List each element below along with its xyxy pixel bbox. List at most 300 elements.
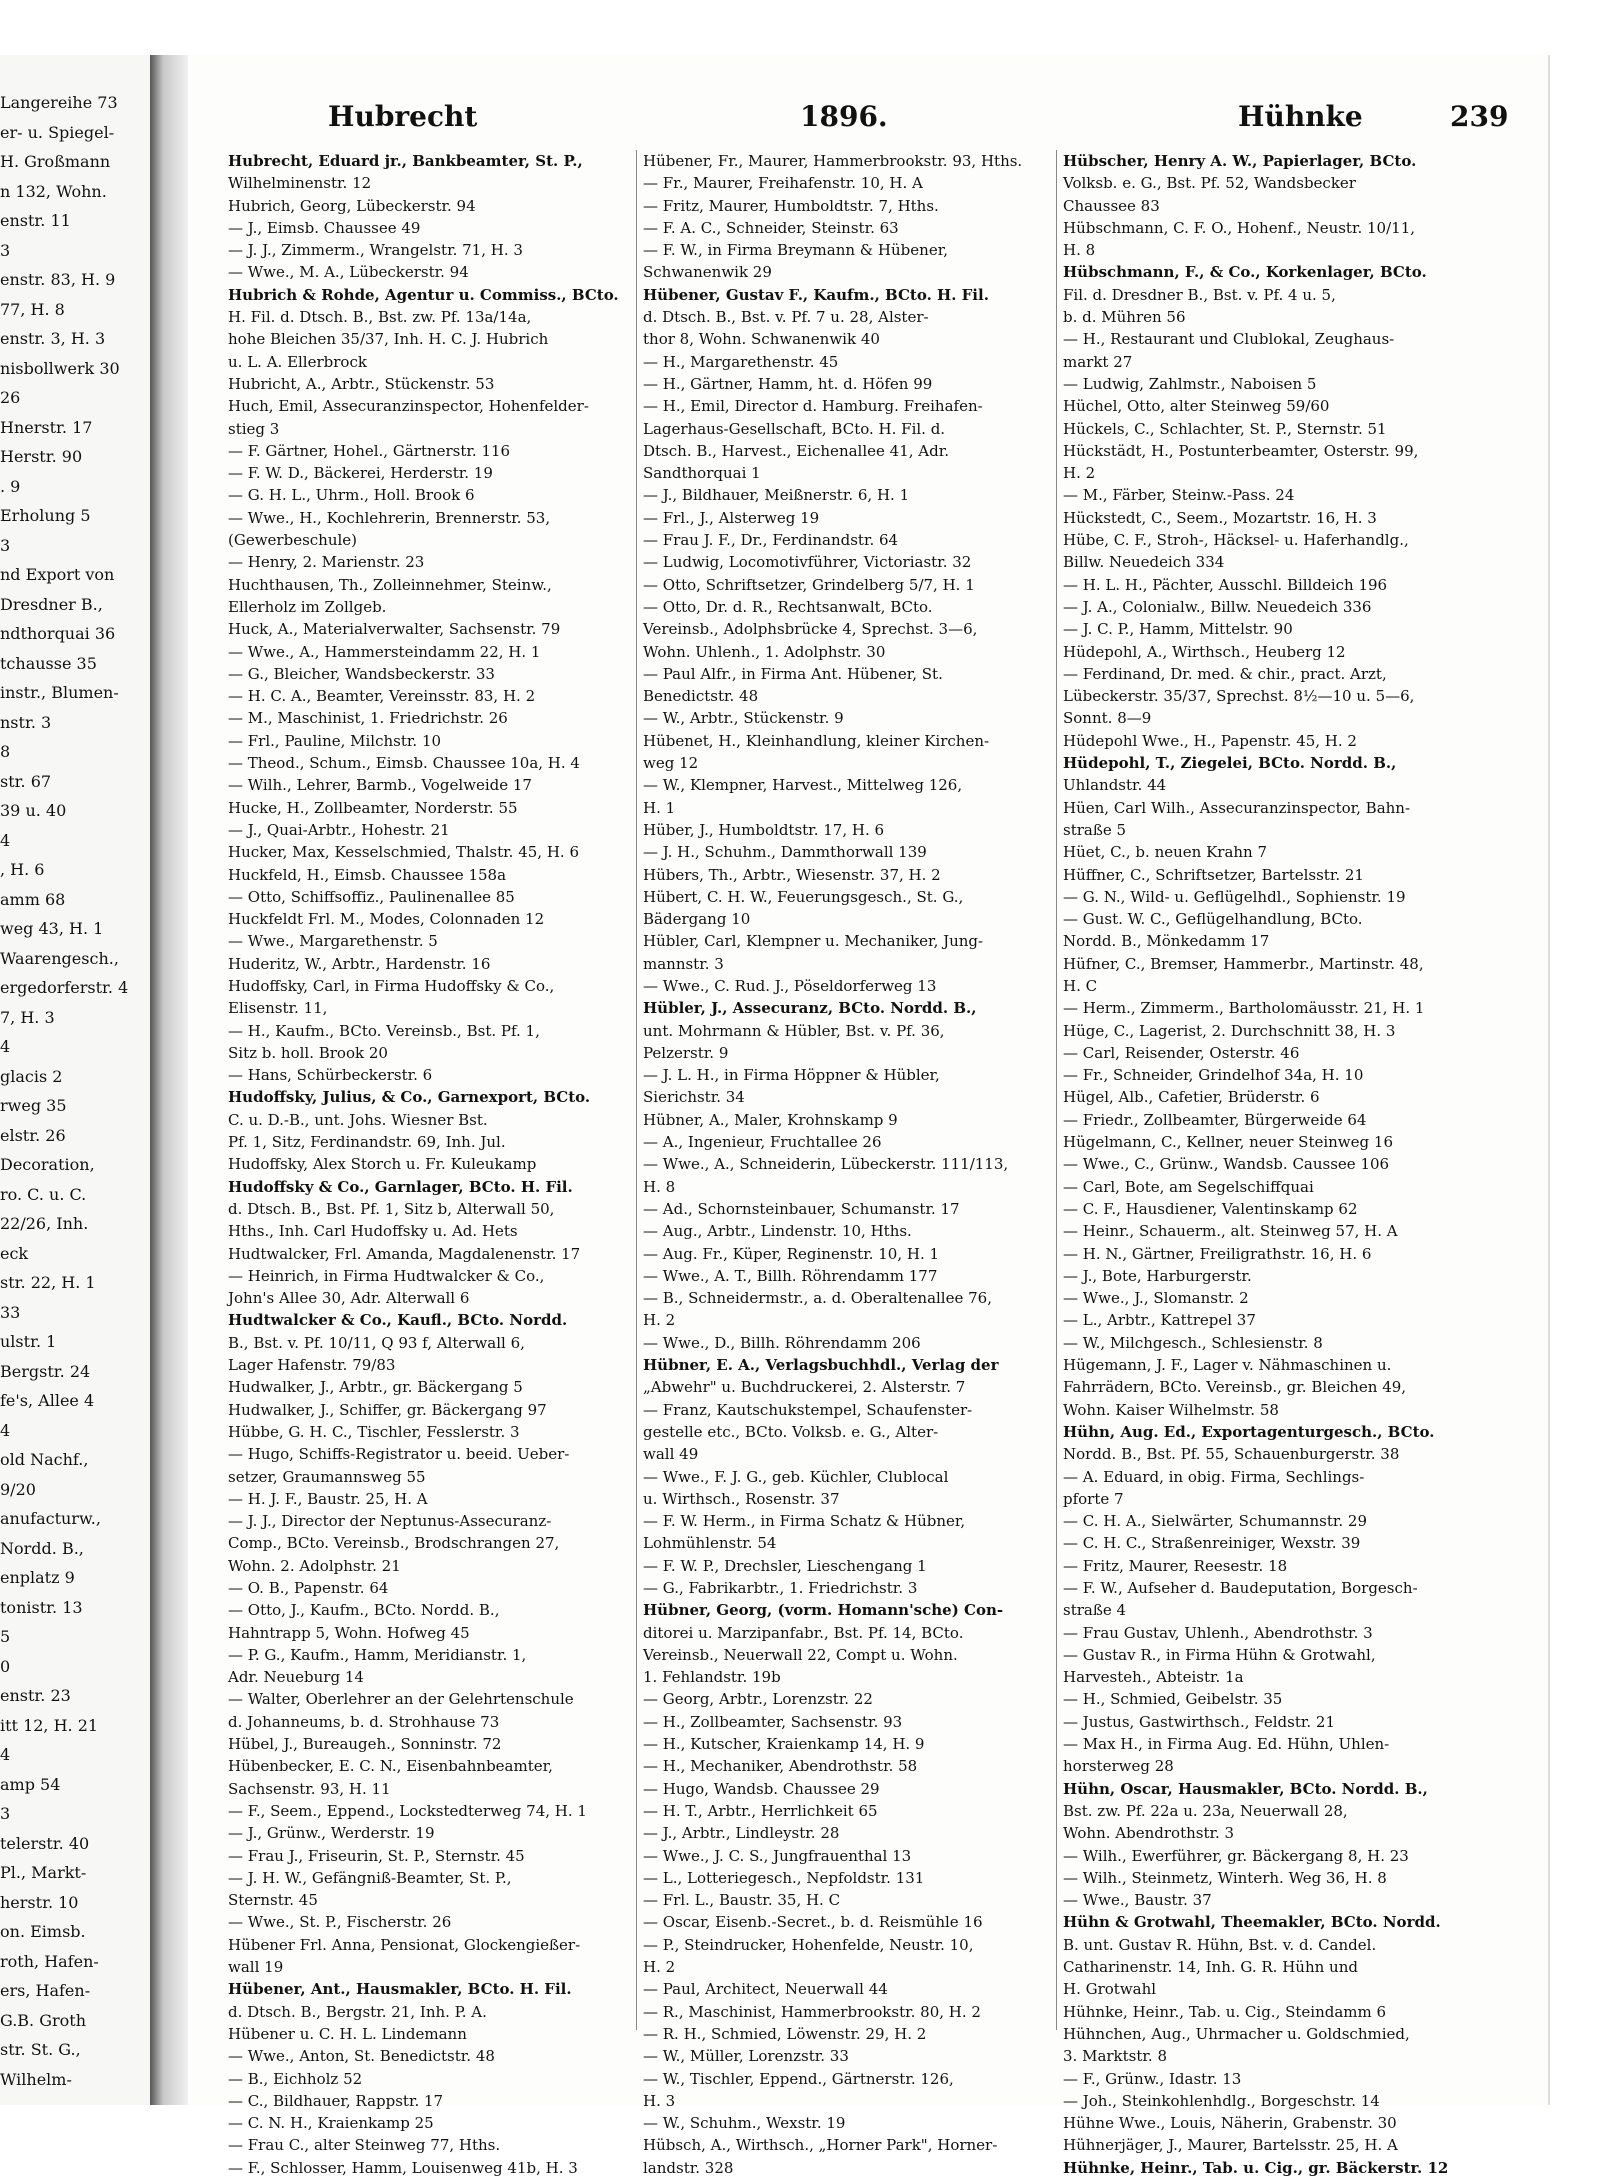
entries-column-2 [643, 150, 1043, 2177]
entry-line: — Hugo, Wandsb. Chaussee 29 [643, 1779, 880, 1798]
entry-line: C. u. D.-B., unt. Johs. Wiesner Bst. [228, 1110, 488, 1129]
entry-line: Pf. 1, Sitz, Ferdinandstr. 69, Inh. Jul. [228, 1133, 506, 1152]
entry-line: Huckfeldt Frl. M., Modes, Colonnaden 12 [228, 910, 545, 929]
entry-line: — Justus, Gastwirthsch., Feldstr. 21 [1063, 1712, 1336, 1731]
entry-line: — Wilh., Ewerführer, gr. Bäckergang 8, H. 23 [1063, 1846, 1409, 1865]
entry-line: — J., Quai-Arbtr., Hohestr. 21 [228, 820, 450, 839]
entry-line: — Theod., Schum., Eimsb. Chaussee 10a, H. 4 [228, 754, 580, 773]
left-page-line: enstr. 23 [0, 1686, 71, 1705]
left-page-line: str. 67 [0, 771, 52, 791]
left-page-line: amm 68 [0, 889, 66, 909]
left-page-line: 3 [0, 240, 11, 260]
entry-line: — Carl, Reisender, Osterstr. 46 [1063, 1043, 1300, 1062]
entry-line: Hüfner, C., Bremser, Hammerbr., Martinstr. 48, [1063, 954, 1424, 973]
left-page-line: Hnerstr. 17 [0, 417, 93, 437]
entry-line: — Otto, Dr. d. R., Rechtsanwalt, BCto. [643, 597, 933, 616]
entry-line: — Wwe., A., Schneiderin, Lübeckerstr. 111/113, [643, 1155, 1009, 1174]
entry-line: Hüge, C., Lagerist, 2. Durchschnitt 38, H. 3 [1063, 1021, 1396, 1040]
entry-line: Hückstädt, H., Postunterbeamter, Osterstr. 99, [1063, 441, 1419, 460]
entry-line: — Heinrich, in Firma Hudtwalcker & Co., [228, 1266, 545, 1285]
entry-line: Hüdepohl, A., Wirthsch., Heuberg 12 [1063, 642, 1346, 661]
entry-line: Sitz b. holl. Brook 20 [228, 1043, 388, 1062]
entry-line: — Wwe., C. Rud. J., Pöseldorferweg 13 [643, 976, 937, 995]
entry-line: — Wwe., Margarethenstr. 5 [228, 932, 438, 951]
entry-line: — Gustav R., in Firma Hühn & Grotwahl, [1063, 1645, 1376, 1664]
entry-line: — Gust. W. C., Geflügelhandlung, BCto. [1063, 910, 1363, 929]
entry-line: — H., Kutscher, Kraienkamp 14, H. 9 [643, 1735, 925, 1754]
entry-line: — W., Tischler, Eppend., Gärtnerstr. 126, [643, 2069, 954, 2088]
left-page-line: elstr. 26 [0, 1125, 66, 1145]
entry-line: Hubricht, A., Arbtr., Stückenstr. 53 [228, 374, 495, 393]
entry-line: Lager Hafenstr. 79/83 [228, 1356, 396, 1375]
entry-line: — F., Schlosser, Hamm, Louisenweg 41b, H. 3 [228, 2158, 578, 2177]
entry-line: — C. H. A., Sielwärter, Schumannstr. 29 [1063, 1512, 1368, 1531]
firm-entry-line: Hudtwalcker & Co., Kaufl., BCto. Nordd. [228, 1311, 568, 1330]
entry-line: — J. C. P., Hamm, Mittelstr. 90 [1063, 620, 1293, 639]
left-page-line: er- u. Spiegel- [0, 122, 115, 142]
entry-line: H. Grotwahl [1063, 1980, 1157, 1999]
entry-line: — M., Färber, Steinw.-Pass. 24 [1063, 486, 1295, 505]
entry-line: — J. H., Schuhm., Dammthorwall 139 [643, 843, 927, 862]
entry-line: Nordd. B., Bst. Pf. 55, Schauenburgerstr. 38 [1063, 1445, 1400, 1464]
entry-line: — R. H., Schmied, Löwenstr. 29, H. 2 [643, 2024, 927, 2043]
firm-entry-line: Hubrecht, Eduard jr., Bankbeamter, St. P., [228, 152, 583, 170]
entry-line: Hübner, A., Maler, Krohnskamp 9 [643, 1110, 898, 1129]
entry-line: — Wwe., Baustr. 37 [1063, 1891, 1212, 1910]
entry-line: Volksb. e. G., Bst. Pf. 52, Wandsbecker [1063, 174, 1356, 193]
left-page-line: ergedorferstr. 4 [0, 978, 129, 997]
entry-line: — J. A., Colonialw., Billw. Neuedeich 336 [1063, 597, 1372, 616]
entry-line: 3. Marktstr. 8 [1063, 2047, 1167, 2066]
entry-line: H. 3 [643, 2091, 676, 2110]
left-page-line: nd Export von [0, 565, 115, 584]
left-page-line: old Nachf., [0, 1450, 89, 1469]
entry-line: Elisenstr. 11, [228, 999, 328, 1018]
entry-line: Huck, A., Materialverwalter, Sachsenstr. 79 [228, 620, 561, 639]
entry-line: — A., Ingenieur, Fruchtallee 26 [643, 1133, 882, 1152]
entry-line: Lohmühlenstr. 54 [643, 1534, 777, 1553]
left-page-line: Herstr. 90 [0, 447, 83, 466]
left-page-line: on. Eimsb. [0, 1922, 86, 1941]
left-page-line: 33 [0, 1302, 21, 1322]
entry-line: — W., Arbtr., Stückenstr. 9 [643, 709, 844, 728]
entry-line: hohe Bleichen 35/37, Inh. H. C. J. Hubrich [228, 330, 549, 349]
entry-line: Wohn. 2. Adolphstr. 21 [228, 1556, 401, 1575]
left-page-line: ro. C. u. C. [0, 1184, 87, 1204]
left-page-line: 3 [0, 1804, 11, 1823]
entry-line: — Wwe., A. T., Billh. Röhrendamm 177 [643, 1266, 938, 1285]
left-page-fragment [0, 55, 153, 2105]
entry-line: H. 2 [1063, 464, 1096, 483]
entry-line: — F. W., Aufseher d. Baudeputation, Borgesch- [1063, 1579, 1418, 1597]
firm-entry-line: Hüdepohl, T., Ziegelei, BCto. Nordd. B., [1063, 754, 1397, 773]
entry-line: — B., Schneidermstr., a. d. Oberaltenallee 76, [643, 1289, 992, 1308]
left-page-line: roth, Hafen- [0, 1951, 99, 1971]
left-page-line: 39 u. 40 [0, 801, 67, 820]
firm-entry-line: Hübener, Ant., Hausmakler, BCto. H. Fil. [228, 1980, 572, 1999]
entry-line: — Otto, Schiffsoffiz., Paulinenallee 85 [228, 887, 515, 906]
entry-line: Sternstr. 45 [228, 1891, 318, 1910]
entry-line: pforte 7 [1063, 1489, 1124, 1508]
left-page-line: , H. 6 [0, 860, 45, 879]
entry-line: (Gewerbeschule) [228, 531, 358, 550]
entry-line: — R., Maschinist, Hammerbrookstr. 80, H. 2 [643, 2002, 981, 2021]
entry-line: Schwanenwik 29 [643, 263, 772, 282]
firm-entry-line: Hübner, E. A., Verlagsbuchhdl., Verlag der [643, 1356, 999, 1375]
entry-line: — Wwe., A., Hammersteindamm 22, H. 1 [228, 642, 541, 661]
left-page-line: Waarengesch., [0, 948, 119, 968]
entry-line: Hügelmann, C., Kellner, neuer Steinweg 16 [1063, 1133, 1393, 1152]
entry-line: — P. G., Kaufm., Hamm, Meridianstr. 1, [228, 1645, 527, 1664]
firm-entry-line: Hühnke, Heinr., Tab. u. Cig., gr. Bäckerstr. 12 [1063, 2158, 1449, 2177]
left-page-line: 4 [0, 1745, 11, 1764]
entry-line: — Paul, Architect, Neuerwall 44 [643, 1980, 888, 1999]
entry-line: Hüet, C., b. neuen Krahn 7 [1063, 843, 1268, 862]
entry-line: — H., Kaufm., BCto. Vereinsb., Bst. Pf. 1, [228, 1021, 540, 1040]
entry-line: Sonnt. 8—9 [1063, 709, 1152, 728]
left-page-line: weg 43, H. 1 [0, 919, 104, 938]
entry-line: Harvesteh., Abteistr. 1a [1063, 1668, 1244, 1687]
entry-line: — Otto, J., Kaufm., BCto. Nordd. B., [228, 1601, 500, 1620]
entry-line: Hückstedt, C., Seem., Mozartstr. 16, H. 3 [1063, 508, 1377, 527]
entry-line: — Fritz, Maurer, Humboldtstr. 7, Hths. [643, 196, 939, 215]
entry-line: Lübeckerstr. 35/37, Sprechst. 8½—10 u. 5—6, [1063, 687, 1415, 706]
entry-line: — Wwe., J. C. S., Jungfrauenthal 13 [643, 1846, 912, 1865]
left-page-line: ers, Hafen- [0, 1981, 91, 2000]
firm-entry-line: Hühn, Aug. Ed., Exportagenturgesch., BCto. [1063, 1422, 1435, 1441]
entry-line: Catharinenstr. 14, Inh. G. R. Hühn und [1063, 1958, 1358, 1977]
entry-line: — J., Arbtr., Lindleystr. 28 [643, 1824, 840, 1843]
entry-line: b. d. Mühren 56 [1063, 308, 1186, 327]
left-page-line: Erholung 5 [0, 506, 91, 525]
left-page-line: 8 [0, 742, 11, 761]
entry-line: d. Dtsch. B., Bergstr. 21, Inh. P. A. [228, 2002, 487, 2021]
entry-line: Nordd. B., Mönkedamm 17 [1063, 932, 1270, 951]
entry-line: Billw. Neuedeich 334 [1063, 553, 1225, 572]
entry-line: Wohn. Uhlenh., 1. Adolphstr. 30 [643, 642, 886, 661]
entry-line: „Abwehr" u. Buchdruckerei, 2. Alsterstr. 7 [643, 1378, 966, 1397]
entry-line: — Joh., Steinkohlenhdlg., Borgeschstr. 14 [1063, 2091, 1380, 2110]
entry-line: Hudoffsky, Carl, in Firma Hudoffsky & Co., [228, 976, 555, 995]
firm-entry-line: Hübner, Georg, (vorm. Homann'sche) Con- [643, 1601, 1004, 1620]
entry-line: H. 2 [643, 1958, 676, 1977]
left-page-line: Dresdner B., [0, 594, 103, 614]
entry-line: — W., Müller, Lorenzstr. 33 [643, 2047, 849, 2066]
left-page-line: Pl., Markt- [0, 1863, 87, 1882]
entry-line: — Otto, Schriftsetzer, Grindelberg 5/7, H. 1 [643, 575, 975, 594]
entry-line: Hübert, C. H. W., Feuerungsgesch., St. G., [643, 887, 964, 906]
entry-line: stieg 3 [228, 419, 280, 438]
entry-line: Hüdepohl Wwe., H., Papenstr. 45, H. 2 [1063, 731, 1357, 750]
entry-line: — Oscar, Eisenb.-Secret., b. d. Reismühle 16 [643, 1913, 983, 1932]
entry-line: Sierichstr. 34 [643, 1088, 745, 1107]
entry-line: horsterweg 28 [1063, 1757, 1174, 1776]
entry-line: gestelle etc., BCto. Volksb. e. G., Alter- [643, 1422, 939, 1441]
entry-line: Hübe, C. F., Stroh-, Häcksel- u. Haferhandlg., [1063, 531, 1409, 550]
entry-line: d. Johanneums, b. d. Strohhause 73 [228, 1712, 500, 1731]
left-page-line: 4 [0, 1420, 11, 1440]
entry-line: — H., Margarethenstr. 45 [643, 352, 839, 371]
entry-line: Bst. zw. Pf. 22a u. 23a, Neuerwall 28, [1063, 1801, 1348, 1820]
left-page-line: 5 [0, 1627, 11, 1646]
entry-line: — Frl. L., Baustr. 35, H. C [643, 1891, 841, 1910]
column-divider [636, 150, 637, 2030]
firm-entry-line: Hübschmann, F., & Co., Korkenlager, BCto. [1063, 263, 1427, 282]
entry-line: Huderitz, W., Arbtr., Hardenstr. 16 [228, 954, 491, 973]
entry-line: setzer, Graumannsweg 55 [228, 1467, 426, 1486]
firm-entry-line: Hübener, Gustav F., Kaufm., BCto. H. Fil. [643, 285, 989, 304]
entry-line: d. Dtsch. B., Bst. Pf. 1, Sitz b, Alterwall 50, [228, 1199, 555, 1218]
entry-line: Fil. d. Dresdner B., Bst. v. Pf. 4 u. 5, [1063, 285, 1336, 304]
entry-line: — Heinr., Schauerm., alt. Steinweg 57, H. A [1063, 1222, 1398, 1241]
entry-line: — Henry, 2. Marienstr. 23 [228, 553, 425, 572]
left-page-line: 7, H. 3 [0, 1007, 55, 1027]
entry-line: — Hans, Schürbeckerstr. 6 [228, 1066, 433, 1085]
entry-line: — Aug. Fr., Küper, Reginenstr. 10, H. 1 [643, 1244, 940, 1263]
entries-column-1 [228, 150, 628, 2177]
entry-line: Bädergang 10 [643, 910, 751, 929]
entry-line: Hübers, Th., Arbtr., Wiesenstr. 37, H. 2 [643, 865, 941, 884]
left-page-line: str. St. G., [0, 2040, 81, 2059]
entry-line: — Fr., Maurer, Freihafenstr. 10, H. A [643, 174, 923, 193]
entry-line: H. 8 [643, 1177, 676, 1196]
entry-line: — Wwe., Anton, St. Benedictstr. 48 [228, 2047, 495, 2066]
entry-line: — H., Mechaniker, Abendrothstr. 58 [643, 1757, 918, 1776]
entry-line: Hahntrapp 5, Wohn. Hofweg 45 [228, 1623, 470, 1642]
entry-line: — F. W., in Firma Breymann & Hübener, [643, 241, 948, 260]
entry-line: wall 19 [228, 1958, 284, 1977]
entry-line: Wohn. Kaiser Wilhelmstr. 58 [1063, 1400, 1279, 1419]
entry-line: B. unt. Gustav R. Hühn, Bst. v. d. Candel. [1063, 1935, 1377, 1954]
left-page-line: 4 [0, 830, 11, 850]
entry-line: — F. W. Herm., in Firma Schatz & Hübner, [643, 1512, 966, 1531]
entry-line: thor 8, Wohn. Schwanenwik 40 [643, 330, 880, 349]
entry-line: Uhlandstr. 44 [1063, 776, 1167, 795]
left-page-line: nstr. 3 [0, 712, 52, 732]
entry-line: — F. A. C., Schneider, Steinstr. 63 [643, 218, 899, 237]
left-page-line: anufacturw., [0, 1509, 101, 1528]
running-head-left: Hubrecht [328, 100, 478, 133]
column-divider [1056, 150, 1057, 2030]
entry-line: Benedictstr. 48 [643, 687, 759, 706]
left-page-line: enplatz 9 [0, 1568, 75, 1587]
entry-line: — G., Bleicher, Wandsbeckerstr. 33 [228, 664, 495, 683]
firm-entry-line: Hühn, Oscar, Hausmakler, BCto. Nordd. B., [1063, 1779, 1428, 1798]
entry-line: — C., Bildhauer, Rappstr. 17 [228, 2091, 444, 2110]
entry-line: — Fr., Schneider, Grindelhof 34a, H. 10 [1063, 1066, 1364, 1085]
left-page-line: telerstr. 40 [0, 1833, 90, 1853]
book-gutter [150, 55, 188, 2105]
entry-line: Hübenet, H., Kleinhandlung, kleiner Kirchen- [643, 731, 990, 750]
entry-line: — O. B., Papenstr. 64 [228, 1579, 389, 1597]
left-page-line: ulstr. 1 [0, 1332, 57, 1351]
entry-line: — W., Schuhm., Wexstr. 19 [643, 2114, 846, 2133]
entry-line: — Fritz, Maurer, Reesestr. 18 [1063, 1556, 1288, 1575]
firm-entry-line: Hübler, J., Assecuranz, BCto. Nordd. B., [643, 999, 977, 1018]
left-page-line: enstr. 11 [0, 211, 71, 230]
entry-line: Hüchel, Otto, alter Steinweg 59/60 [1063, 397, 1330, 416]
entry-line: — Paul Alfr., in Firma Ant. Hübener, St. [643, 664, 943, 683]
left-page-line: nisbollwerk 30 [0, 358, 120, 378]
entry-line: — Franz, Kautschukstempel, Schaufenster- [643, 1400, 973, 1419]
entry-line: Wohn. Abendrothstr. 3 [1063, 1824, 1235, 1843]
entry-line: — Frau J. F., Dr., Ferdinandstr. 64 [643, 531, 899, 550]
entry-line: — J. L. H., in Firma Höppner & Hübler, [643, 1066, 940, 1085]
entry-line: — Frau J., Friseurin, St. P., Sternstr. 45 [228, 1846, 525, 1865]
left-page-line: str. 22, H. 1 [0, 1273, 96, 1292]
entry-line: — Georg, Arbtr., Lorenzstr. 22 [643, 1690, 873, 1709]
entry-line: Hübenbecker, E. C. N., Eisenbahnbeamter, [228, 1757, 553, 1776]
entry-line: Lagerhaus-Gesellschaft, BCto. H. Fil. d. [643, 419, 946, 438]
left-page-line: amp 54 [0, 1774, 61, 1794]
entry-line: Vereinsb., Neuerwall 22, Compt u. Wohn. [643, 1645, 958, 1664]
entry-line: — H., Schmied, Geibelstr. 35 [1063, 1690, 1283, 1709]
entry-line: Adr. Neueburg 14 [228, 1668, 364, 1687]
left-page-line: 9/20 [0, 1479, 36, 1499]
entry-line: Hudwalker, J., Arbtr., gr. Bäckergang 5 [228, 1378, 523, 1397]
entry-line: — Herm., Zimmerm., Bartholomäusstr. 21, H. 1 [1063, 999, 1425, 1018]
entry-line: — Wwe., D., Billh. Röhrendamm 206 [643, 1333, 921, 1352]
entry-line: — G. H. L., Uhrm., Holl. Brook 6 [228, 486, 475, 505]
left-page-line: enstr. 3, H. 3 [0, 329, 106, 348]
directory-page [188, 55, 1550, 2177]
entry-line: — W., Milchgesch., Schlesienstr. 8 [1063, 1333, 1323, 1352]
entry-line: unt. Mohrmann & Hübler, Bst. v. Pf. 36, [643, 1021, 945, 1040]
entry-line: Huch, Emil, Assecuranzinspector, Hohenfelder- [228, 397, 589, 416]
entry-line: — J., Eimsb. Chaussee 49 [228, 218, 421, 237]
entry-line: — L., Lotteriegesch., Nepfoldstr. 131 [643, 1868, 925, 1887]
entry-line: Hucker, Max, Kesselschmied, Thalstr. 45, H. 6 [228, 843, 579, 862]
entry-line: — Wwe., J., Slomanstr. 2 [1063, 1289, 1249, 1308]
entry-line: Hühnerjäger, J., Maurer, Bartelsstr. 25, H. A [1063, 2136, 1398, 2155]
entry-line: — Max H., in Firma Aug. Ed. Hühn, Uhlen- [1063, 1735, 1390, 1754]
entry-line: weg 12 [643, 754, 699, 773]
entry-line: Hths., Inh. Carl Hudoffsky u. Ad. Hets [228, 1222, 518, 1241]
entry-line: — Wilh., Lehrer, Barmb., Vogelweide 17 [228, 776, 532, 795]
entry-line: Hudoffsky, Alex Storch u. Fr. Kuleukamp [228, 1155, 537, 1174]
entry-line: John's Allee 30, Adr. Alterwall 6 [228, 1289, 470, 1308]
entry-line: 1. Fehlandstr. 19b [643, 1668, 781, 1687]
entry-line: — Ferdinand, Dr. med. & chir., pract. Arzt, [1063, 664, 1387, 683]
entry-line: — J., Bildhauer, Meißnerstr. 6, H. 1 [643, 486, 910, 505]
entry-line: wall 49 [643, 1445, 699, 1464]
left-page-line: n 132, Wohn. [0, 181, 107, 201]
left-page-line: fe's, Allee 4 [0, 1391, 95, 1410]
entry-line: H. 1 [643, 798, 676, 817]
entry-line: mannstr. 3 [643, 954, 724, 973]
left-page-line: 26 [0, 388, 21, 407]
entry-line: Hudwalker, J., Schiffer, gr. Bäckergang 97 [228, 1400, 547, 1419]
entry-line: Hüffner, C., Schriftsetzer, Bartelsstr. 21 [1063, 865, 1364, 884]
left-page-line: tonistr. 13 [0, 1597, 83, 1617]
entry-line: — H., Gärtner, Hamm, ht. d. Höfen 99 [643, 374, 933, 393]
left-page-line: Decoration, [0, 1155, 95, 1174]
left-page-line: 77, H. 8 [0, 299, 65, 319]
entry-line: — Ludwig, Zahlmstr., Naboisen 5 [1063, 374, 1317, 393]
entry-line: — F. W. D., Bäckerei, Herderstr. 19 [228, 464, 493, 483]
entry-line: — G., Fabrikarbtr., 1. Friedrichstr. 3 [643, 1579, 918, 1597]
entry-line: landstr. 328 [643, 2158, 734, 2177]
entry-line: — C. N. H., Kraienkamp 25 [228, 2114, 434, 2133]
entry-line: straße 5 [1063, 820, 1127, 839]
entry-line: — P., Steindrucker, Hohenfelde, Neustr. 10, [643, 1935, 974, 1954]
entry-line: straße 4 [1063, 1601, 1127, 1620]
left-page-line: Bergstr. 24 [0, 1361, 91, 1381]
entry-line: — Carl, Bote, am Segelschiffquai [1063, 1177, 1314, 1196]
entry-line: Hückels, C., Schlachter, St. P., Sternstr. 51 [1063, 419, 1387, 438]
entry-line: — Walter, Oberlehrer an der Gelehrtenschule [228, 1690, 574, 1709]
entry-line: — H. C. A., Beamter, Vereinsstr. 83, H. 2 [228, 687, 536, 706]
left-page-line: Langereihe 73 [0, 93, 118, 112]
entry-line: d. Dtsch. B., Bst. v. Pf. 7 u. 28, Alster- [643, 308, 929, 327]
entry-line: — Aug., Arbtr., Lindenstr. 10, Hths. [643, 1222, 912, 1241]
entry-line: Pelzerstr. 9 [643, 1043, 729, 1062]
entry-line: — J., Bote, Harburgerstr. [1063, 1266, 1252, 1285]
entry-line: — Wilh., Steinmetz, Winterh. Weg 36, H. 8 [1063, 1868, 1387, 1887]
entry-line: Hübel, J., Bureaugeh., Sonninstr. 72 [228, 1735, 502, 1754]
entry-line: Hühne Wwe., Louis, Näherin, Grabenstr. 30 [1063, 2114, 1397, 2133]
entry-line: — M., Maschinist, 1. Friedrichstr. 26 [228, 709, 508, 728]
entry-line: Hübschmann, C. F. O., Hohenf., Neustr. 10/11, [1063, 218, 1416, 237]
entry-line: — F. Gärtner, Hohel., Gärtnerstr. 116 [228, 441, 511, 460]
entry-line: — Wwe., F. J. G., geb. Küchler, Clublocal [643, 1467, 949, 1486]
entry-line: Fahrrädern, BCto. Vereinsb., gr. Bleichen 49, [1063, 1378, 1407, 1397]
entry-line: Dtsch. B., Harvest., Eichenallee 41, Adr. [643, 441, 950, 460]
entry-line: H. 2 [643, 1311, 676, 1330]
entry-line: — G. N., Wild- u. Geflügelhdl., Sophienstr. 19 [1063, 887, 1406, 906]
entry-line: markt 27 [1063, 352, 1133, 371]
entry-line: Hübener, Fr., Maurer, Hammerbrookstr. 93, Hths. [643, 152, 1023, 170]
entry-line: — Frau Gustav, Uhlenh., Abendrothstr. 3 [1063, 1623, 1373, 1642]
entry-line: — H. N., Gärtner, Freiligrathstr. 16, H. 6 [1063, 1244, 1372, 1263]
entry-line: — W., Klempner, Harvest., Mittelweg 126, [643, 776, 963, 795]
entry-line: Hucke, H., Zollbeamter, Norderstr. 55 [228, 798, 518, 817]
entry-line: H. 8 [1063, 241, 1096, 260]
entry-line: — Ludwig, Locomotivführer, Victoriastr. 32 [643, 553, 972, 572]
left-page-line: instr., Blumen- [0, 683, 119, 702]
entry-line: — H., Zollbeamter, Sachsenstr. 93 [643, 1712, 903, 1731]
entry-line: — J., Grünw., Werderstr. 19 [228, 1824, 435, 1843]
entry-line: ditorei u. Marzipanfabr., Bst. Pf. 14, BCto. [643, 1623, 964, 1642]
entry-line: — Friedr., Zollbeamter, Bürgerweide 64 [1063, 1110, 1367, 1129]
entry-line: Chaussee 83 [1063, 196, 1160, 215]
entries-column-3 [1063, 150, 1463, 2177]
entry-line: — J. J., Director der Neptunus-Assecuranz- [228, 1512, 552, 1531]
entry-line: — Wwe., M. A., Lübeckerstr. 94 [228, 263, 469, 282]
entry-line: — Wwe., St. P., Fischerstr. 26 [228, 1913, 452, 1932]
left-page-line: glacis 2 [0, 1066, 63, 1086]
entry-line: Hüen, Carl Wilh., Assecuranzinspector, Bahn- [1063, 798, 1411, 817]
page-number: 239 [1450, 100, 1509, 133]
entry-line: Hübener Frl. Anna, Pensionat, Glockengießer- [228, 1935, 581, 1954]
entry-line: — Hugo, Schiffs-Registrator u. beeid. Ueber- [228, 1445, 570, 1464]
entry-line: — Wwe., H., Kochlehrerin, Brennerstr. 53, [228, 508, 551, 527]
firm-entry-line: Hubrich & Rohde, Agentur u. Commiss., BCto. [228, 285, 619, 304]
entry-line: — Ad., Schornsteinbauer, Schumanstr. 17 [643, 1199, 960, 1218]
entry-line: — J. J., Zimmerm., Wrangelstr. 71, H. 3 [228, 241, 523, 260]
entry-line: — Wwe., C., Grünw., Wandsb. Caussee 106 [1063, 1155, 1390, 1174]
left-page-line: itt 12, H. 21 [0, 1715, 99, 1735]
entry-line: — H. J. F., Baustr. 25, H. A [228, 1489, 428, 1508]
left-page-line: G.B. Groth [0, 2010, 87, 2030]
entry-line: — F., Grünw., Idastr. 13 [1063, 2069, 1242, 2088]
entry-line: Hübbe, G. H. C., Tischler, Fesslerstr. 3 [228, 1422, 520, 1441]
entry-line: Hudtwalcker, Frl. Amanda, Magdalenenstr. 17 [228, 1244, 581, 1263]
entry-line: — J. H. W., Gefängniß-Beamter, St. P., [228, 1868, 512, 1887]
entry-line: — L., Arbtr., Kattrepel 37 [1063, 1311, 1256, 1330]
entry-line: Hübler, Carl, Klempner u. Mechaniker, Jung- [643, 932, 984, 951]
entry-line: — F., Seem., Eppend., Lockstedterweg 74, H. 1 [228, 1801, 587, 1820]
